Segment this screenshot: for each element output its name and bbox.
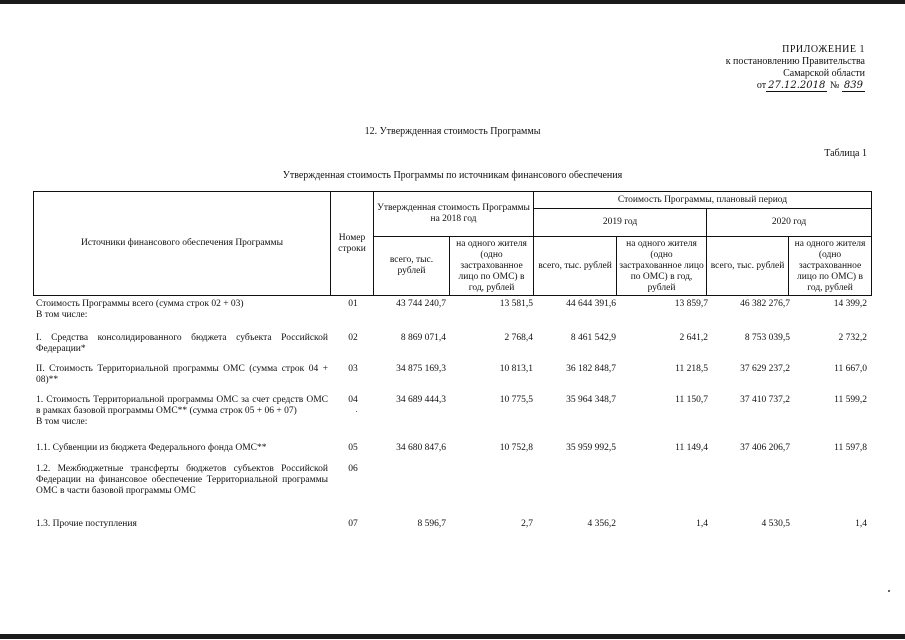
cell-total-2020: 4 530,5	[761, 519, 790, 529]
table-header-wrap	[33, 191, 871, 296]
header-approved: Утвержденная стоимость Программы на 2018 год	[374, 192, 534, 237]
row-name: 1.2. Межбюджетные трансферты бюджетов субъектов Российской Федерации на финансовое обеспечение Территориальной программы ОМС в части базовой программы ОМС	[36, 464, 328, 496]
table-label: Таблица 1	[824, 148, 867, 159]
cell-per-capita-2020: 11 597,8	[834, 443, 867, 453]
number-prefix: №	[829, 80, 840, 91]
cell-per-capita-2019: 11 218,5	[675, 364, 708, 374]
header-source: Источники финансового обеспечения Программы	[34, 192, 331, 296]
row-name: I. Средства консолидированного бюджета субъекта Российской Федерации*	[36, 333, 328, 354]
cell-total-2018: 34 680 847,6	[396, 443, 446, 453]
header-per-capita-2020: на одного жителя (одно застрахованное лицо по ОМС) в год, рублей	[789, 237, 872, 296]
row-code: 02	[348, 333, 358, 343]
cell-per-capita-2020: 1,4	[855, 519, 867, 529]
cell-per-capita-2020: 2 732,2	[838, 333, 867, 343]
table-caption: Утвержденная стоимость Программы по источникам финансового обеспечения	[282, 170, 623, 181]
cell-total-2018: 43 744 240,7	[396, 299, 446, 309]
cell-per-capita-2018: 2 768,4	[504, 333, 533, 343]
scan-speck	[888, 590, 890, 592]
header-code: Номер строки	[331, 192, 374, 296]
header-planned: Стоимость Программы, плановый период	[534, 192, 872, 209]
cell-per-capita-2019: 1,4	[696, 519, 708, 529]
row-code: 06	[348, 464, 358, 474]
cell-per-capita-2020: 14 399,2	[833, 299, 867, 309]
cell-total-2019: 35 964 348,7	[566, 395, 616, 405]
appendix-date-line	[645, 80, 865, 92]
row-code: 01	[348, 299, 358, 309]
table-header	[33, 191, 872, 296]
row-subnote: В том числе:	[36, 310, 88, 320]
cell-per-capita-2020: 11 667,0	[834, 364, 867, 374]
appendix-line-2: Самарской области	[783, 68, 865, 79]
header-total-2019: всего, тыс. рублей	[534, 237, 617, 296]
cell-per-capita-2018: 10 752,8	[499, 443, 533, 453]
row-code: 03	[348, 364, 358, 374]
row-code: 07	[348, 519, 358, 529]
scan-bottom-border	[0, 634, 905, 639]
cell-total-2019: 8 461 542,9	[570, 333, 616, 343]
cell-per-capita-2019: 2 641,2	[679, 333, 708, 343]
handwritten-date: 27.12.2018	[768, 80, 826, 91]
header-year-2020: 2020 год	[707, 209, 872, 237]
cell-total-2020: 37 406 206,7	[740, 443, 790, 453]
handwritten-number: 839	[843, 80, 863, 91]
cell-per-capita-2019: 11 149,4	[675, 443, 708, 453]
cell-per-capita-2018: 10 813,1	[499, 364, 533, 374]
cell-total-2019: 35 959 992,5	[566, 443, 616, 453]
cell-total-2018: 34 689 444,3	[396, 395, 446, 405]
header-total-2020: всего, тыс. рублей	[707, 237, 789, 296]
date-prefix: от	[756, 80, 767, 91]
cell-total-2020: 8 753 039,5	[744, 333, 790, 343]
header-per-capita-2019: на одного жителя (одно застрахованное лицо по ОМС) в год, рублей	[617, 237, 707, 296]
cell-total-2019: 44 644 391,6	[566, 299, 616, 309]
header-year-2019: 2019 год	[534, 209, 707, 237]
row-name: Стоимость Программы всего (сумма строк 02 + 03) В том числе:	[36, 299, 328, 321]
cell-total-2018: 34 875 169,3	[396, 364, 446, 374]
section-title: 12. Утвержденная стоимость Программы	[364, 126, 541, 137]
row-code: 05	[348, 443, 358, 453]
row-subnote: В том числе:	[36, 417, 88, 427]
cell-per-capita-2018: 13 581,5	[499, 299, 533, 309]
cell-per-capita-2020: 11 599,2	[834, 395, 867, 405]
row-name: 1.1. Субвенции из бюджета Федерального фонда ОМС**	[36, 443, 267, 453]
row-name: II. Стоимость Территориальной программы ОМС (сумма строк 04 + 08)**	[36, 364, 328, 385]
cell-total-2019: 4 356,2	[587, 519, 616, 529]
cell-per-capita-2019: 11 150,7	[675, 395, 708, 405]
cell-per-capita-2019: 13 859,7	[674, 299, 708, 309]
cell-total-2018: 8 596,7	[417, 519, 446, 529]
cell-per-capita-2018: 2,7	[521, 519, 533, 529]
row-name: 1. Стоимость Территориальной программы ОМС за счет средств ОМС в рамках базовой программы ОМС** (сумма строк 05 + 06 + 07) В том числе:	[36, 395, 328, 427]
scan-top-border	[0, 0, 905, 4]
cell-total-2019: 36 182 848,7	[566, 364, 616, 374]
cell-total-2020: 37 629 237,2	[740, 364, 790, 374]
scan-speck	[356, 411, 357, 412]
cell-per-capita-2018: 10 775,5	[499, 395, 533, 405]
row-code: 04	[348, 395, 358, 405]
header-per-capita-2018: на одного жителя (одно застрахованное лицо по ОМС) в год, рублей	[450, 237, 534, 296]
row-name: 1.3. Прочие поступления	[36, 519, 137, 529]
appendix-title: ПРИЛОЖЕНИЕ 1	[782, 44, 865, 55]
appendix-block	[645, 44, 865, 92]
cell-total-2020: 37 410 737,2	[740, 395, 790, 405]
header-total-2018: всего, тыс. рублей	[374, 237, 450, 296]
appendix-line-1: к постановлению Правительства	[725, 56, 865, 67]
cell-total-2018: 8 869 071,4	[400, 333, 446, 343]
cell-total-2020: 46 382 276,7	[740, 299, 790, 309]
